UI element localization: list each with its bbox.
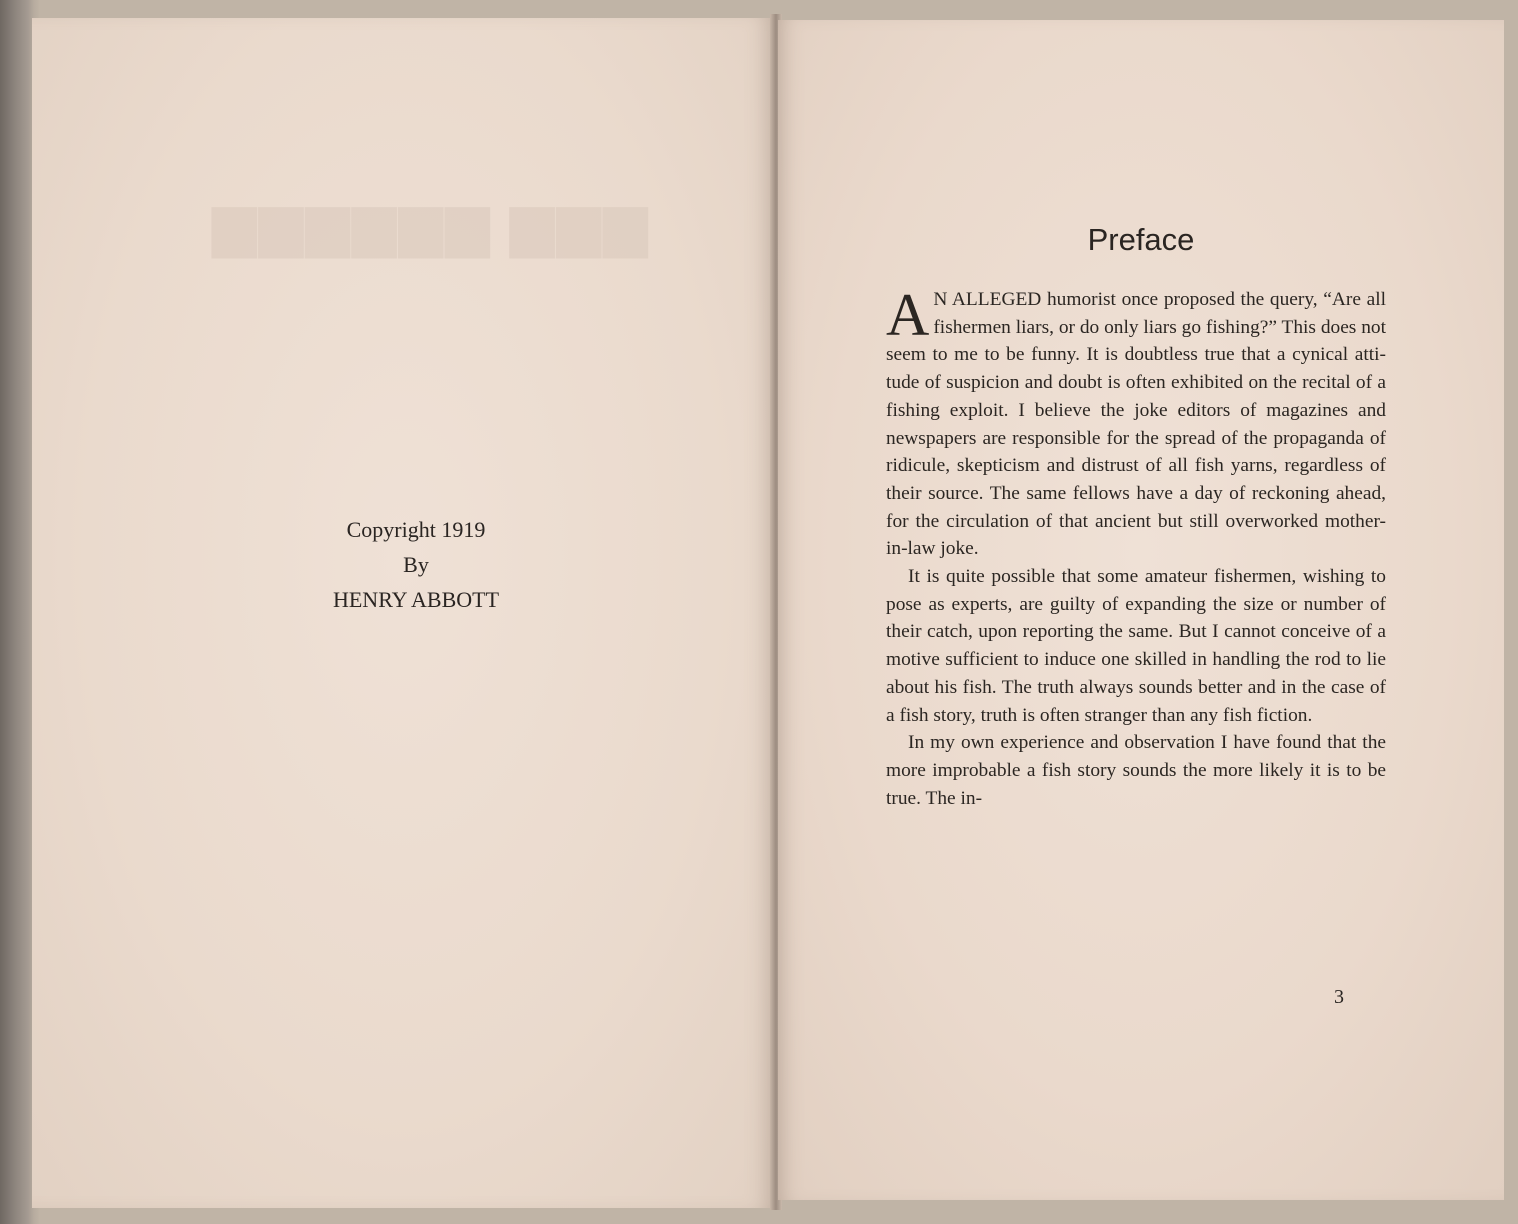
page-number: 3 [1334, 986, 1344, 1008]
paragraph-3: In my own experience and observation I have found that the more improbable a fish story sounds the more likely it is to be true. The in- [886, 732, 1386, 809]
copyright-block [240, 512, 592, 617]
drop-cap: A [886, 282, 930, 348]
paragraph-1 [886, 282, 1386, 563]
copyright-line: Copyright 1919 [346, 517, 486, 542]
paragraph-2: It is quite possible that some amateur fishermen, wishing to pose as experts, are guilty of expanding the size or number of their catch, upon reporting the same. But I cannot conceive of a motive sufficient to induce one skilled in handling the rod to lie about his fish. The truth always sounds better and in the case of a fish story, truth is often stranger than any fish fiction. [886, 566, 1386, 726]
preface-body [886, 282, 1386, 812]
bleed-through-shadow: ▆▆▆ ▆▆▆▆▆▆ [210, 192, 648, 257]
page-title: Preface [1087, 222, 1195, 257]
by-line: By [403, 552, 429, 577]
paragraph-1-text: N ALLEGED humorist once proposed the query, “Are all fishermen liars, or do only liars go fishing?” This does not seem to me to be funny. It is doubtless true that a cynical attitude of suspicion and doubt is often exhibited on the recital of a fishing exploit. I believe the joke editors of magazines and newspapers are responsible for the spread of the propaganda of ridicule, skepticism and distrust of all fish yarns, regardless of their source. The same fellows have a day of reckoning ahead, for the circulation of that ancient but still overworked mother-in-law joke. [886, 289, 1386, 560]
author-name: HENRY ABBOTT [332, 587, 500, 612]
